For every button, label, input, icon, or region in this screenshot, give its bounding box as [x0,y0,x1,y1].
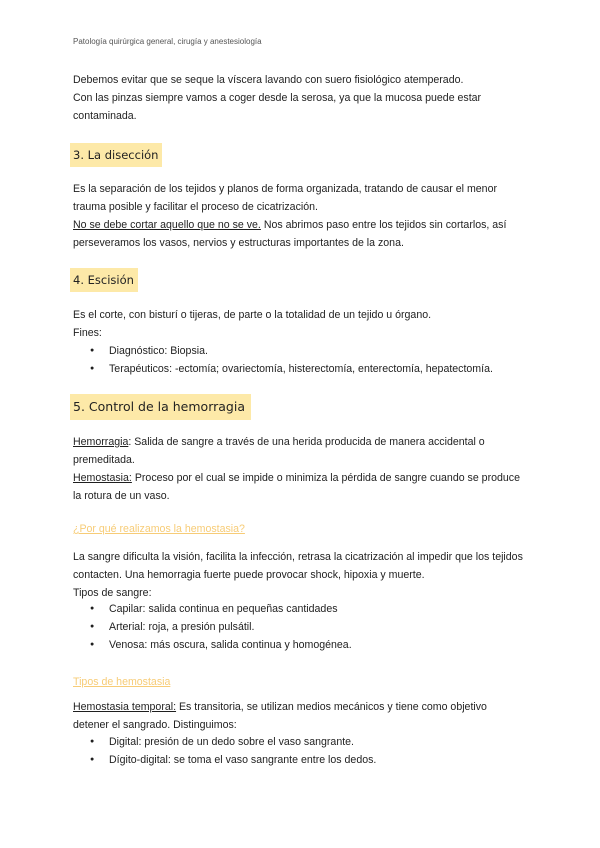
hemostasia-term: Hemostasia: [73,472,132,484]
list-item: ● Terapéuticos: -ectomía; ovariectomía, histerectomía, enterectomía, hepatectomía. [73,360,553,378]
hemorragia-term: Hemorragia [73,436,129,448]
section-3-underlined: No se debe cortar aquello que no se ve. [73,219,261,231]
temporal-term: Hemostasia temporal: [73,701,177,713]
section-5-heading: 5. Control de la hemorragia [70,394,251,420]
section-3-text-1: Es la separación de los tejidos y planos de forma organizada, tratando de causar el menor trauma posible y facilitar el proceso de cicatrización. [73,183,497,213]
section-4-heading: 4. Escisión [70,268,138,292]
list-item: ● Dígito-digital: se toma el vaso sangrante entre los dedos. [73,751,525,769]
fines-label: Fines: [73,327,102,339]
list-item: ● Venosa: más oscura, salida continua y homogénea. [73,636,525,654]
section-3-text-2: Nos abrimos paso entre los tejidos sin cortarlos, así perseveramos los vasos, nervios y estructuras importantes de la zona. [73,219,507,249]
hemostasia-definition: Proceso por el cual se impide o minimiza la pérdida de sangre cuando se produce la rotura de un vaso. [73,472,520,502]
blood-types-label: Tipos de sangre: [73,587,152,599]
list-item: ● Digital: presión de un dedo sobre el vaso sangrante. [73,733,525,751]
fines-list [73,342,553,378]
why-paragraph [73,548,525,602]
intro-line-1: Debemos evitar que se seque la víscera lavando con suero fisiológico atemperado. [73,74,464,86]
why-text: La sangre dificulta la visión, facilita la infección, retrasa la cicatrización al impedir que los tejidos contacten. Una hemorragia fuerte puede provocar shock, hipoxia y muerte. [73,551,523,581]
hemostasis-types-heading: Tipos de hemostasia [73,676,171,688]
intro-paragraph [73,71,525,125]
section-3-heading: 3. La disección [70,143,162,167]
section-4-paragraph [73,306,525,342]
temporal-list [73,733,525,769]
blood-types-list [73,600,525,654]
hemorragia-definition: : Salida de sangre a través de una herida producida de manera accidental o premeditada. [73,436,485,466]
hemorragia-paragraph [73,433,525,505]
temporal-definition: Es transitoria, se utilizan medios mecánicos y tiene como objetivo detener el sangrado. Distinguimos: [73,701,487,731]
page-header: Patología quirúrgica general, cirugía y anestesiología [73,37,262,46]
section-3-paragraph [73,180,525,252]
list-item: ● Arterial: roja, a presión pulsátil. [73,618,525,636]
temporal-paragraph [73,698,525,734]
intro-line-2: Con las pinzas siempre vamos a coger desde la serosa, ya que la mucosa puede estar contaminada. [73,92,482,122]
list-item: ● Capilar: salida continua en pequeñas cantidades [73,600,525,618]
list-item: ● Diagnóstico: Biopsia. [73,342,553,360]
why-hemostasis-heading: ¿Por qué realizamos la hemostasia? [73,523,245,535]
section-4-text: Es el corte, con bisturí o tijeras, de parte o la totalidad de un tejido u órgano. [73,309,432,321]
